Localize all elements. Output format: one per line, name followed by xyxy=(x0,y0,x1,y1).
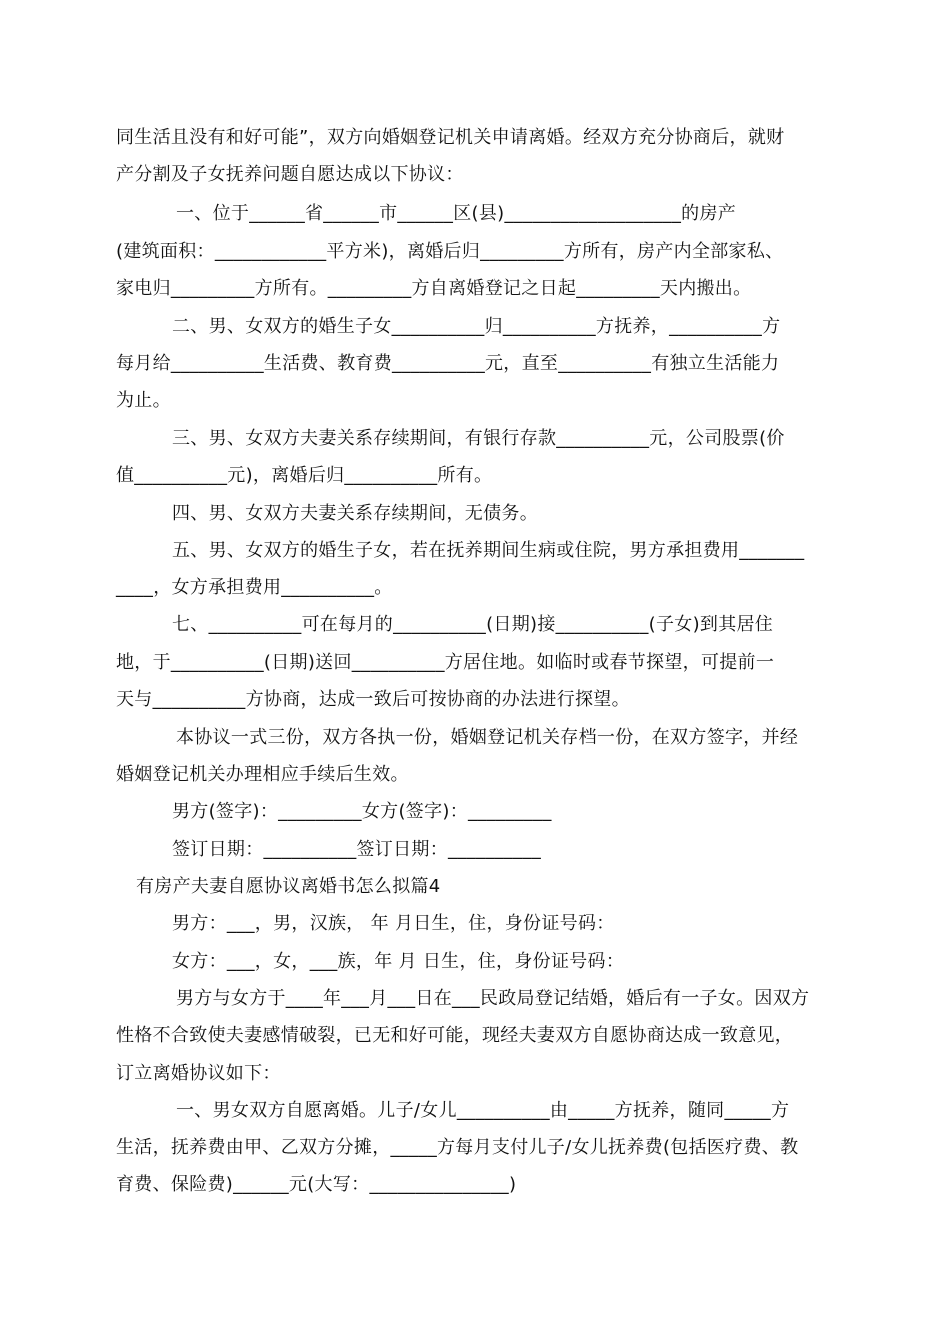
text-line: 四、男、女双方夫妻关系存续期间，无债务。 xyxy=(172,503,538,524)
text-line: 为止。 xyxy=(116,390,171,411)
text-line: ____，女方承担费用__________。 xyxy=(116,577,393,598)
text-line: 五、男、女双方的婚生子女，若在抚养期间生病或住院，男方承担费用_______ xyxy=(172,540,805,561)
text-line: 男方与女方于____年___月___日在___民政局登记结婚，婚后有一子女。因双方 xyxy=(176,988,810,1009)
text-line: (建筑面积：____________平方米)，离婚后归_________方所有，房产内全部家私、 xyxy=(116,241,784,262)
section-heading: 有房产夫妻自愿协议离婚书怎么拟篇4 xyxy=(136,876,441,897)
text-line: 育费、保险费)______元(大写：_______________) xyxy=(116,1174,517,1195)
text-line: 天与__________方协商，达成一致后可按协商的办法进行探望。 xyxy=(116,689,630,710)
text-line: 性格不合致使夫妻感情破裂，已无和好可能，现经夫妻双方自愿协商达成一致意见， xyxy=(116,1025,794,1046)
text-line: 产分割及子女抚养问题自愿达成以下协议： xyxy=(116,164,464,185)
text-line: 每月给__________生活费、教育费__________元，直至__________有独立生活能力 xyxy=(116,353,780,374)
text-line: 订立离婚协议如下： xyxy=(116,1063,281,1084)
text-line: 地，于__________(日期)送回__________方居住地。如临时或春节探望，可提前一 xyxy=(116,652,775,673)
text-line: 三、男、女双方夫妻关系存续期间，有银行存款__________元，公司股票(价 xyxy=(172,428,785,449)
text-line: 男方：___，男，汉族， 年 月日生，住，身份证号码： xyxy=(172,913,615,934)
text-line: 一、位于______省______市______区(县)___________________的房产 xyxy=(176,203,737,224)
text-line: 七、__________可在每月的__________(日期)接__________(子女)到其居住 xyxy=(172,614,774,635)
text-line: 同生活且没有和好可能”，双方向婚姻登记机关申请离婚。经双方充分协商后，就财 xyxy=(116,127,785,148)
date-line: 签订日期：__________签订日期：__________ xyxy=(172,839,541,860)
text-line: 家电归_________方所有。_________方自离婚登记之日起_________天内搬出。 xyxy=(116,278,752,299)
text-line: 值__________元)，离婚后归__________所有。 xyxy=(116,465,493,486)
text-line: 本协议一式三份，双方各执一份，婚姻登记机关存档一份，在双方签字，并经 xyxy=(176,727,799,748)
text-line: 婚姻登记机关办理相应手续后生效。 xyxy=(116,764,409,785)
signature-line: 男方(签字)：_________女方(签字)：_________ xyxy=(172,801,552,822)
text-line: 一、男女双方自愿离婚。儿子/女儿__________由_____方抚养，随同_____方 xyxy=(176,1100,790,1121)
text-line: 二、男、女双方的婚生子女__________归__________方抚养，__________方 xyxy=(172,316,781,337)
text-line: 生活，抚养费由甲、乙双方分摊，_____方每月支付儿子/女儿抚养费(包括医疗费、教 xyxy=(116,1137,799,1158)
text-line: 女方：___，女，___族，年 月 日生，住，身份证号码： xyxy=(172,951,625,972)
